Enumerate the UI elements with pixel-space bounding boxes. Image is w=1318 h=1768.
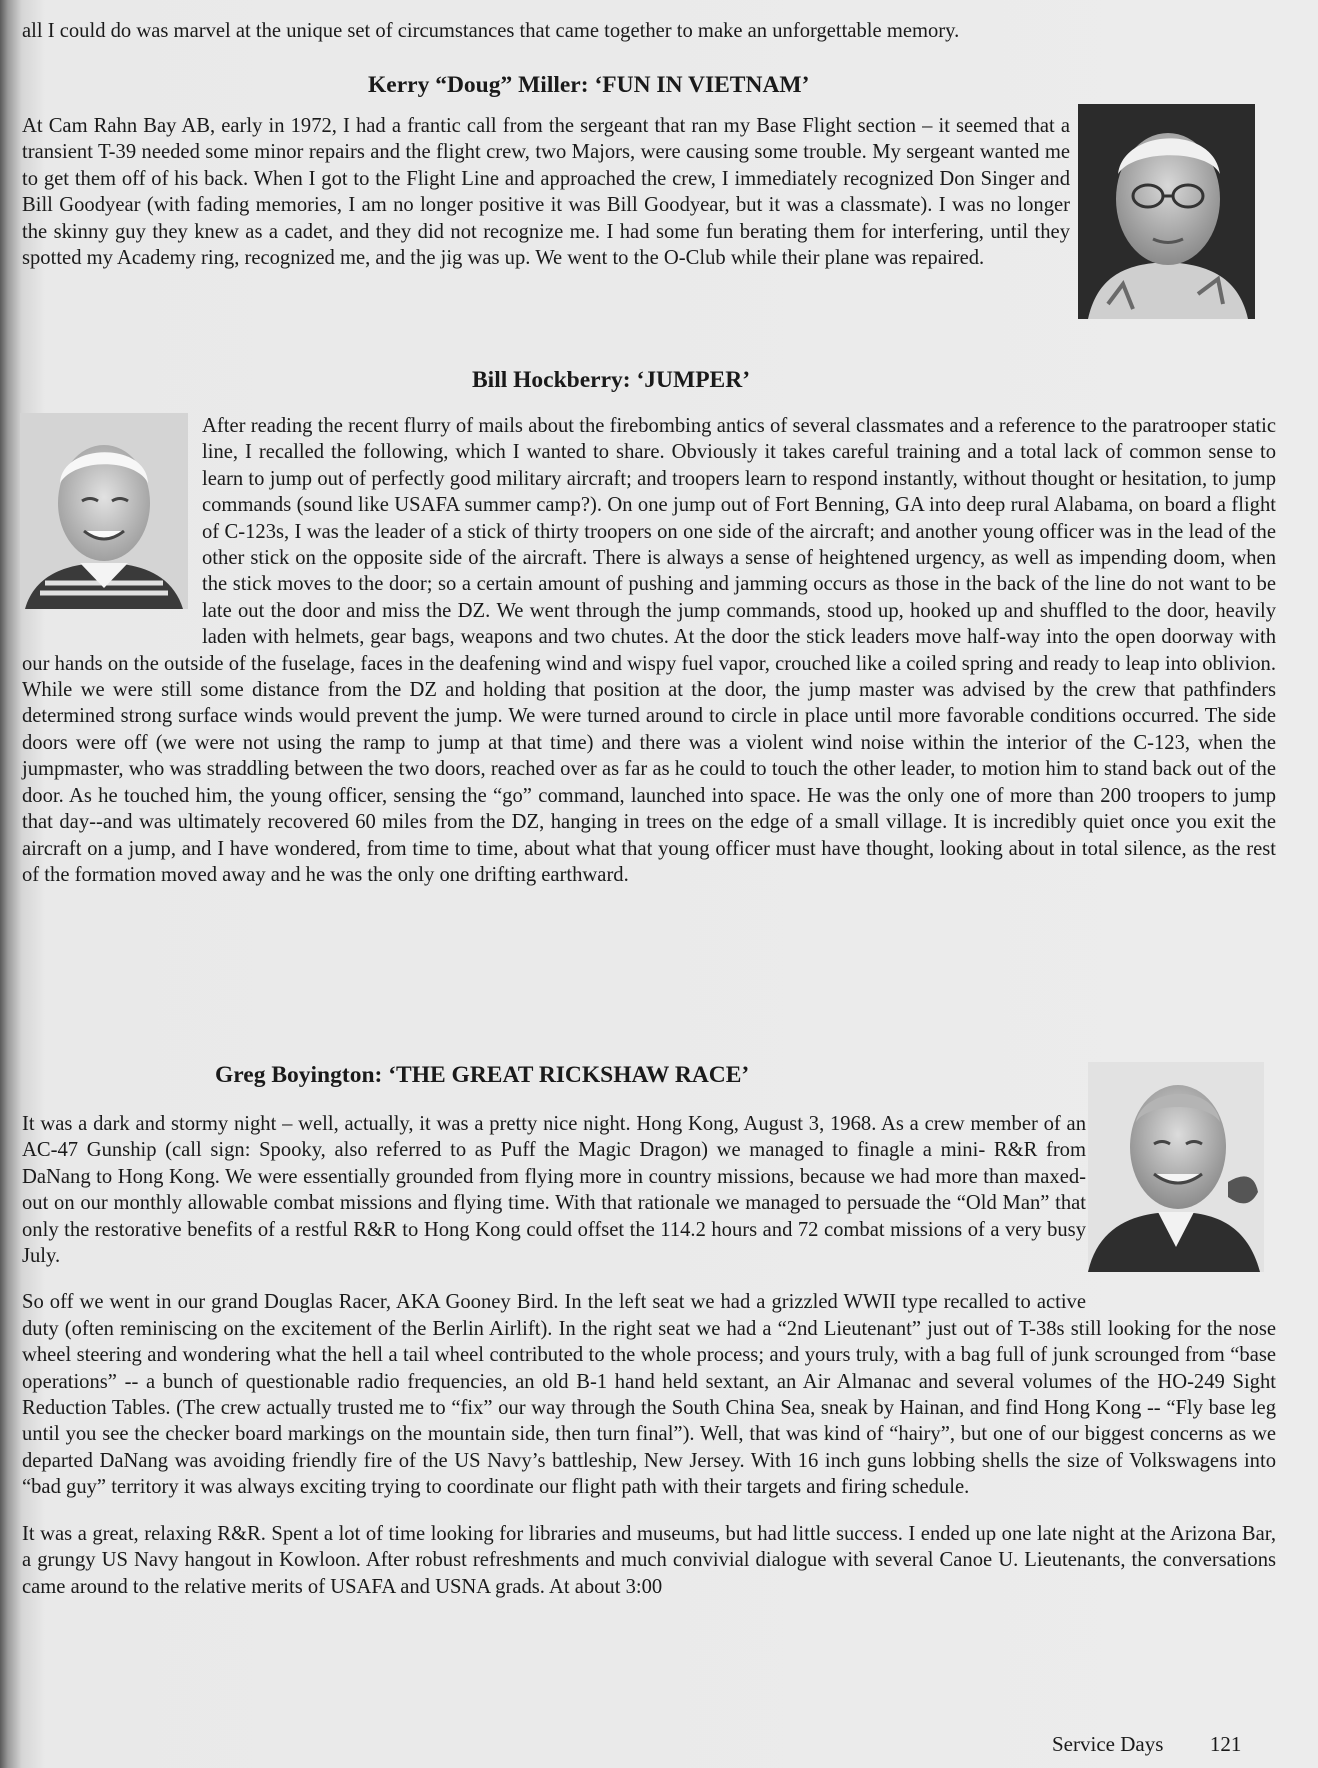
section-heading-fun-in-vietnam: Kerry “Doug” Miller: ‘FUN IN VIETNAM’ <box>368 72 810 98</box>
continued-text: all I could do was marvel at the unique set of circumstances that came together to make an unforgettable memory. <box>22 20 960 42</box>
paragraph: After reading the recent flurry of mails about the firebombing antics of several classmates and a reference to the paratrooper static line, I recalled the following, which I wanted to share. Obviously it takes careful training and a total lack of common sense to learn to jump out of perfectly good military aircraft; and troopers learn to respond instantly, without thought or hesitation, to jump commands (sound like USAFA summer camp?). On one jump out of Fort Benning, GA into deep rural Alabama, on board a flight of C-123s, I was the leader of a stick of thirty troopers on one side of the aircraft; and another young officer was in the lead of the other stick on the opposite side of the aircraft. There is always a sense of heightened urgency, as well as impending doom, when the stick moves to the door; so a certain amount of pushing and jamming occurs as those in the back of the line do not want to be late out the door and miss the DZ. <box>202 415 1276 622</box>
paragraph: It was a great, relaxing R&R. Spent a lot of time looking for libraries and museums, but had little success. I ended up one late night at the Arizona Bar, a grungy US Navy hangout in Kowloon. After robust refreshments and much convivial dialogue with several Canoe U. Lieutenants, the conversations came around to the relative merits of USAFA and USNA grads. At about 3:00 <box>22 1522 1276 1598</box>
paragraph: At Cam Rahn Bay AB, early in 1972, I had a frantic call from the sergeant that ran my Base Flight section – it seemed that a transient T-39 needed some minor repairs and the flight crew, two Majors, were causing some trouble. My sergeant wanted me to get them off of his back. When I got to the Flight Line and approached the crew, I immediately recognized Don Singer and Bill Goodyear (with fading memories, I am no longer positive it was Bill Goodyear, but it was a classmate). I was no longer the skinny guy they knew as a cadet, and they did not recognize me. I had some fun berating them for interfering, until they spotted my Academy ring, recognized me, and the jig was up. We went to the O-Club while their plane was repaired. <box>22 115 1070 270</box>
running-footer <box>1052 1732 1241 1756</box>
section-body-fun-in-vietnam <box>22 113 1070 271</box>
publication-title: Service Days <box>1052 1732 1164 1756</box>
section-body-great-rickshaw-race <box>22 1111 1276 1600</box>
paragraph: So off we went in our grand Douglas Racer, AKA Gooney Bird. In the left seat we had a grizzled WWII type recalled to active duty (often reminiscing on the excitement of the Berlin Airlift). In the right seat we had a “2nd Lieutenant” just out of T-38s still looking for the nose wheel steering and wondering what the hell a tail wheel contributed to the whole process; and yours truly, with a bag full of junk scrounged from “base operations” -- a bunch of questionable radio frequencies, an old B-1 hand held sextant, an Air Almanac and several volumes of the HO-249 Sight Reduction Tables. (The crew actually trusted me to “fix” our way through the South China Sea, sneak by Hainan, and find Hong Kong -- “Fly base leg until you see the checker board markings on the mountain side, then turn final”). Well, that was kind of “hairy”, but one of our biggest concerns as we departed DaNang was avoiding friendly fire of the US Navy’s battleship, New Jersey. With 16 inch guns lobbing shells the size of Volkswagens into “bad guy” territory it was always exciting trying to coordinate our flight path with their targets and firing schedule. <box>22 1291 1276 1499</box>
page-number: 121 <box>1209 1732 1242 1756</box>
paragraph: We went through the jump commands, stood up, hooked up and shuffled to the door, heavily laden with helmets, gear bags, weapons and two chutes. At the door the stick leaders move half-way into the open doorway with our hands on the outside of the fuselage, faces in the deafening wind and wispy fuel vapor, crouched like a coiled spring and ready to leap into oblivion. While we were still some distance from the DZ and holding that position at the door, the jump master was advised by the crew that pathfinders determined strong surface winds would prevent the jump. We were turned around to circle in place until more favorable conditions occurred. The side doors were off (we were not using the ramp to jump at that time) and there was a violent wind noise within the interior of the C-123, when the jumpmaster, who was straddling between the two doors, reached over as far as he could to touch the other leader, to motion him to stand back out of the door. As he touched him, the young officer, sensing the “go” command, launched into space. He was the only one of more than 200 troopers to jump that day--and was ultimately recovered 60 miles from the DZ, hanging in trees on the edge of a small village. It is incredibly quiet once you exit the aircraft on a jump, and I have wondered, from time to time, about what that young officer must have thought, looking about in total silence, as the rest of the formation moved away and he was the only one drifting earthward. <box>22 599 1276 886</box>
section-heading-great-rickshaw-race: Greg Boyington: ‘THE GREAT RICKSHAW RACE’ <box>215 1062 750 1088</box>
paragraph: It was a dark and stormy night – well, actually, it was a pretty nice night. Hong Kong, August 3, 1968. As a crew member of an AC-47 Gunship (call sign: Spooky, also referred to as Puff the Magic Dragon) we managed to finagle a mini- R&R from DaNang to Hong Kong. We were essentially grounded from flying more in country missions, because we had more than maxed-out on our monthly allowable combat missions and flying time. With that rationale we managed to persuade the “Old Man” that only the restorative benefits of a restful R&R to Hong Kong could offset the 114.2 hours and 72 combat missions of a very busy July. <box>22 1113 1086 1268</box>
section-body-jumper <box>22 413 1276 888</box>
section-heading-jumper: Bill Hockberry: ‘JUMPER’ <box>472 367 751 393</box>
portrait-photo-kerry-miller <box>1078 104 1255 319</box>
